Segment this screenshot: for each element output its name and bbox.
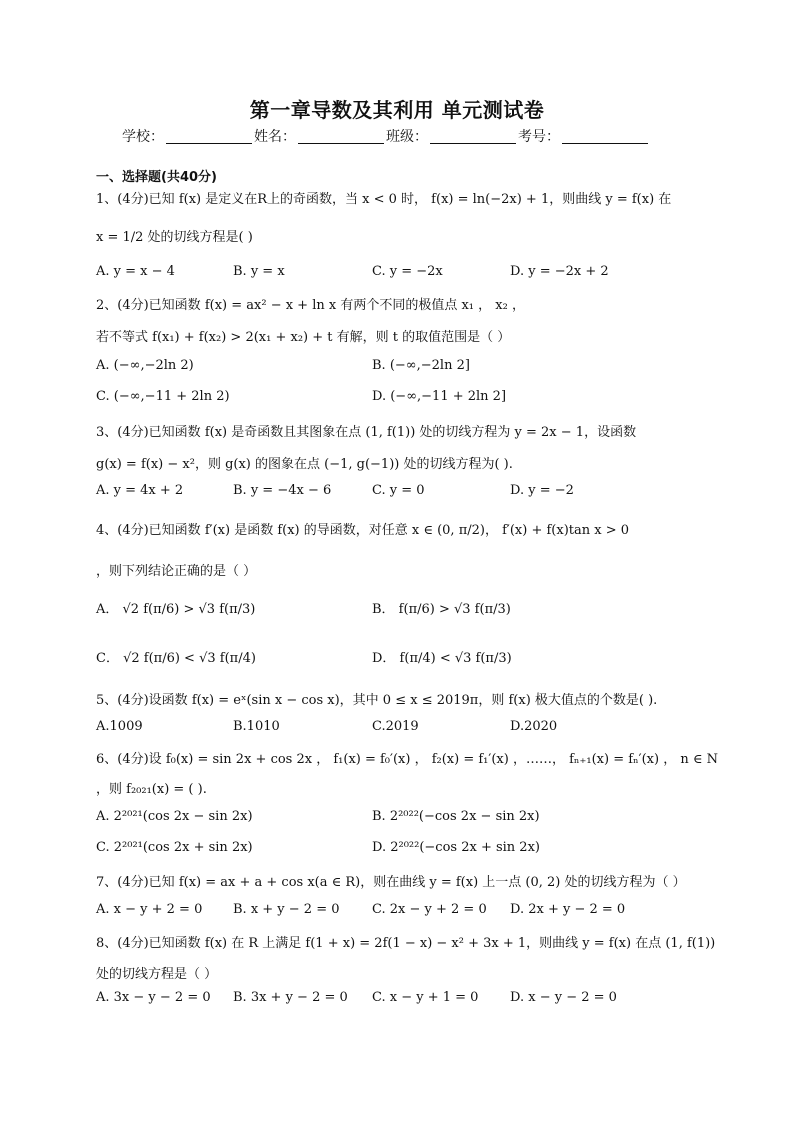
- question-6-option-b[interactable]: B. 2²⁰²²(−cos 2x − sin 2x): [372, 809, 540, 824]
- question-8-line-2: 处的切线方程是（ ）: [96, 967, 218, 982]
- class-blank[interactable]: [430, 129, 516, 144]
- question-3-option-b[interactable]: B. y = −4x − 6: [233, 483, 332, 498]
- question-6-line-2: ，则 f₂₀₂₁(x) = ( ).: [96, 782, 207, 797]
- name-blank[interactable]: [298, 129, 384, 144]
- question-3-option-a[interactable]: A. y = 4x + 2: [96, 483, 184, 498]
- class-label: 班级：: [386, 129, 428, 145]
- question-6-option-c[interactable]: C. 2²⁰²¹(cos 2x + sin 2x): [96, 840, 253, 855]
- question-4-line-2: ，则下列结论正确的是（ ）: [96, 564, 257, 579]
- question-1-option-d[interactable]: D. y = −2x + 2: [510, 264, 609, 279]
- question-7-option-c[interactable]: C. 2x − y + 2 = 0: [372, 902, 487, 917]
- question-4-option-b[interactable]: B． f(π/6) > √3 f(π/3): [372, 602, 511, 617]
- question-5-line-1: 5、(4分)设函数 f(x) = eˣ(sin x − cos x)，其中 0 ≤ x ≤ 2019π，则 f(x) 极大值点的个数是( ).: [96, 693, 658, 708]
- question-7-option-b[interactable]: B. x + y − 2 = 0: [233, 902, 340, 917]
- question-3-option-d[interactable]: D. y = −2: [510, 483, 574, 498]
- question-1-line-2: x = 1/2 处的切线方程是( ): [96, 230, 253, 245]
- exam-no-blank[interactable]: [562, 129, 648, 144]
- question-3-line-2: g(x) = f(x) − x²，则 g(x) 的图象在点 (−1, g(−1)) 处的切线方程为( ).: [96, 457, 513, 472]
- question-6-line-1: 6、(4分)设 f₀(x) = sin 2x + cos 2x ， f₁(x) = f₀′(x) ， f₂(x) = f₁′(x) ，……， fₙ₊₁(x) = fₙ′(x) ， n ∈ N: [96, 752, 718, 767]
- question-7-option-d[interactable]: D. 2x + y − 2 = 0: [510, 902, 626, 917]
- question-2-line-1: 2、(4分)已知函数 f(x) = ax² − x + ln x 有两个不同的极值点 x₁ ， x₂ ，: [96, 298, 525, 313]
- question-1-line-1: 1、(4分)已知 f(x) 是定义在R上的奇函数，当 x < 0 时， f(x) = ln(−2x) + 1，则曲线 y = f(x) 在: [96, 192, 672, 207]
- question-7-line-1: 7、(4分)已知 f(x) = ax + a + cos x(a ∈ R)，则在曲线 y = f(x) 上一点 (0, 2) 处的切线方程为（ ）: [96, 875, 686, 890]
- page-title: 第一章导数及其利用 单元测试卷: [249, 98, 545, 122]
- question-4-option-a[interactable]: A． √2 f(π/6) > √3 f(π/3): [96, 602, 256, 617]
- question-1-option-b[interactable]: B. y = x: [233, 264, 285, 279]
- question-2-option-c[interactable]: C. (−∞,−11 + 2ln 2): [96, 389, 230, 404]
- name-label: 姓名：: [254, 129, 296, 145]
- question-6-option-a[interactable]: A. 2²⁰²¹(cos 2x − sin 2x): [96, 809, 253, 824]
- question-8-option-d[interactable]: D. x − y − 2 = 0: [510, 990, 617, 1005]
- question-4-option-c[interactable]: C． √2 f(π/6) < √3 f(π/4): [96, 651, 256, 666]
- question-4-line-1: 4、(4分)已知函数 f′(x) 是函数 f(x) 的导函数，对任意 x ∈ (0, π/2)， f′(x) + f(x)tan x > 0: [96, 523, 630, 538]
- school-label: 学校：: [122, 129, 164, 145]
- question-2-line-2: 若不等式 f(x₁) + f(x₂) > 2(x₁ + x₂) + t 有解，则 t 的取值范围是（ ）: [96, 330, 511, 345]
- question-3-line-1: 3、(4分)已知函数 f(x) 是奇函数且其图象在点 (1, f(1)) 处的切线方程为 y = 2x − 1，设函数: [96, 425, 637, 440]
- exam-no-label: 考号：: [518, 129, 560, 145]
- student-info-line: [122, 126, 682, 146]
- question-4-option-d[interactable]: D． f(π/4) < √3 f(π/3): [372, 651, 512, 666]
- question-7-option-a[interactable]: A. x − y + 2 = 0: [96, 902, 203, 917]
- school-blank[interactable]: [166, 129, 252, 144]
- question-2-option-a[interactable]: A. (−∞,−2ln 2): [96, 358, 194, 373]
- question-5-option-a[interactable]: A.1009: [96, 719, 143, 734]
- question-5-option-d[interactable]: D.2020: [510, 719, 558, 734]
- section-heading: 一、选择题(共40分): [96, 170, 217, 185]
- question-5-option-b[interactable]: B.1010: [233, 719, 280, 734]
- question-3-option-c[interactable]: C. y = 0: [372, 483, 425, 498]
- question-8-option-a[interactable]: A. 3x − y − 2 = 0: [96, 990, 211, 1005]
- question-8-option-b[interactable]: B. 3x + y − 2 = 0: [233, 990, 348, 1005]
- question-1-option-c[interactable]: C. y = −2x: [372, 264, 443, 279]
- question-5-option-c[interactable]: C.2019: [372, 719, 419, 734]
- question-8-line-1: 8、(4分)已知函数 f(x) 在 R 上满足 f(1 + x) = 2f(1 − x) − x² + 3x + 1，则曲线 y = f(x) 在点 (1, f(1)): [96, 936, 716, 951]
- question-1-option-a[interactable]: A. y = x − 4: [96, 264, 175, 279]
- question-2-option-d[interactable]: D. (−∞,−11 + 2ln 2]: [372, 389, 507, 404]
- question-8-option-c[interactable]: C. x − y + 1 = 0: [372, 990, 479, 1005]
- question-6-option-d[interactable]: D. 2²⁰²²(−cos 2x + sin 2x): [372, 840, 540, 855]
- question-2-option-b[interactable]: B. (−∞,−2ln 2]: [372, 358, 470, 373]
